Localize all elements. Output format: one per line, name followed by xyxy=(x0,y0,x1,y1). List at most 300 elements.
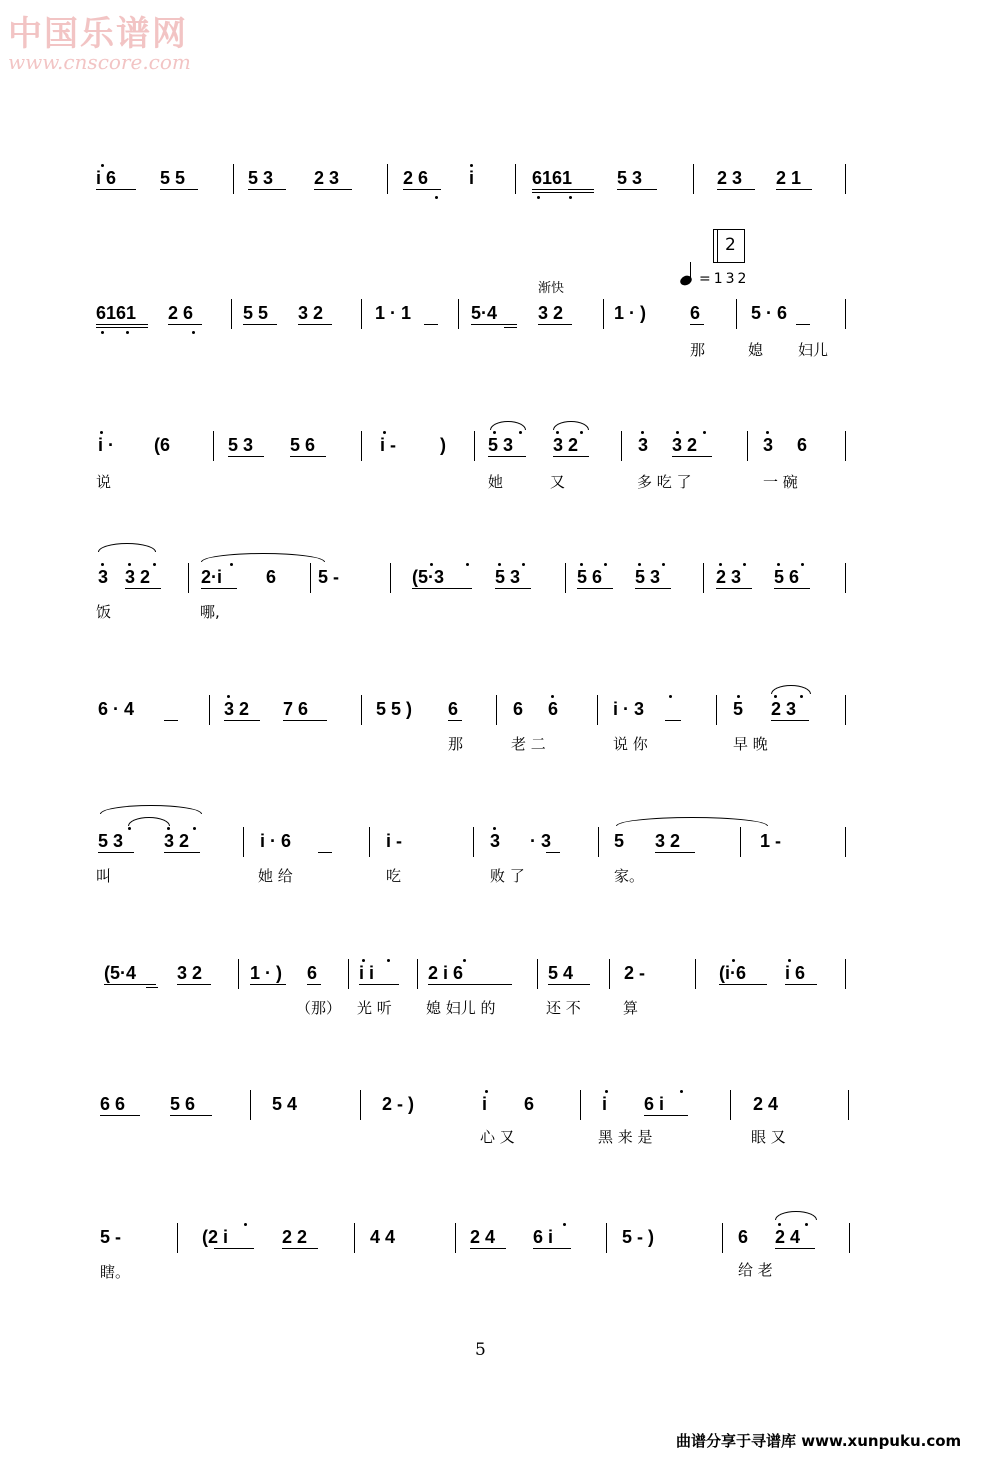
octave-dot xyxy=(167,827,170,830)
barline xyxy=(361,431,362,461)
quarter-note-icon xyxy=(679,274,694,287)
octave-dot xyxy=(551,695,554,698)
lyric: 媳 xyxy=(748,341,764,359)
lyric: 那 xyxy=(690,341,706,359)
barline xyxy=(360,1090,361,1120)
lyric: 一 碗 xyxy=(763,473,798,491)
barline xyxy=(740,827,741,857)
note-group: 3 xyxy=(490,831,501,851)
note-group: 2 2 xyxy=(282,1227,308,1247)
note-group: 6 xyxy=(513,699,524,719)
watermark-url: www.cnscore.com xyxy=(8,50,191,74)
note-group: i xyxy=(469,168,475,188)
barline xyxy=(515,164,516,194)
note-group: 6 xyxy=(524,1094,535,1114)
barline xyxy=(730,1090,731,1120)
barline xyxy=(845,827,846,857)
lyric: 说 你 xyxy=(613,735,648,753)
tempo-direction: 渐快 xyxy=(538,281,565,296)
note-group: ) xyxy=(440,435,446,455)
octave-dot xyxy=(703,431,706,434)
barline xyxy=(417,959,418,989)
note-group: 5 6 xyxy=(774,567,800,587)
footer-credit: 曲谱分享于寻谱库 www.xunpuku.com xyxy=(676,1432,962,1450)
octave-dot xyxy=(519,431,522,434)
barline xyxy=(845,299,846,329)
barline xyxy=(233,164,234,194)
underline xyxy=(548,984,590,985)
note-group: 5 4 xyxy=(548,963,574,983)
underline xyxy=(164,852,200,853)
underline xyxy=(201,588,237,589)
octave-dot xyxy=(493,827,496,830)
underline xyxy=(424,324,438,325)
barline xyxy=(361,299,362,329)
lyric: 又 xyxy=(550,473,566,491)
octave-dot xyxy=(430,563,433,566)
underline xyxy=(553,456,589,457)
note-group: 5 5 xyxy=(160,168,186,188)
lyric: 媳 妇儿 的 xyxy=(426,999,496,1017)
underline xyxy=(96,324,148,325)
note-group: 2 1 xyxy=(776,168,802,188)
lyric: 多 吃 了 xyxy=(637,473,692,491)
note-group: 3 2 xyxy=(224,699,250,719)
note-group: 5 - xyxy=(100,1227,122,1247)
underline xyxy=(283,720,327,721)
note-group: 3 xyxy=(638,435,649,455)
octave-dot xyxy=(485,1090,488,1093)
barline xyxy=(849,1223,850,1253)
octave-dot xyxy=(732,959,735,962)
underline xyxy=(776,189,812,190)
underline xyxy=(243,324,277,325)
note-group: 5·4 xyxy=(471,303,498,323)
barline xyxy=(598,827,599,857)
section-number: 2 xyxy=(725,235,736,255)
note-group: 6 6 xyxy=(100,1094,126,1114)
note-group: 5 6 xyxy=(290,435,316,455)
barline xyxy=(722,1223,723,1253)
barline xyxy=(361,695,362,725)
note-group: 5 4 xyxy=(272,1094,298,1114)
note-group: 6161 xyxy=(96,303,137,323)
underline xyxy=(546,852,560,853)
octave-dot xyxy=(470,164,473,167)
note-group: 3 2 xyxy=(298,303,324,323)
octave-dot xyxy=(192,331,195,334)
lyric: （那） xyxy=(296,999,342,1017)
octave-dot xyxy=(463,959,466,962)
octave-dot xyxy=(774,695,777,698)
lyric: 老 二 xyxy=(511,735,546,753)
octave-dot xyxy=(801,563,804,566)
note-group: 6 xyxy=(266,567,277,587)
underline xyxy=(655,852,695,853)
note-group: 6 xyxy=(797,435,808,455)
score-system-9 xyxy=(0,1227,990,1281)
barline xyxy=(188,563,189,593)
octave-dot xyxy=(230,563,233,566)
note-group: 3 2 xyxy=(164,831,190,851)
slur xyxy=(616,817,768,826)
underline xyxy=(488,456,526,457)
underline xyxy=(495,588,531,589)
underline xyxy=(290,456,326,457)
underline xyxy=(716,588,752,589)
lyric: 吃 xyxy=(386,867,402,885)
barline xyxy=(693,164,694,194)
underline xyxy=(160,189,198,190)
section-number-box xyxy=(713,229,745,263)
lyric: 她 给 xyxy=(258,867,293,885)
octave-dot xyxy=(563,1223,566,1226)
octave-dot xyxy=(580,563,583,566)
note-group: 5 5 xyxy=(243,303,269,323)
underline xyxy=(785,984,817,985)
underline xyxy=(168,324,202,325)
note-group: 6 xyxy=(548,699,559,719)
octave-dot xyxy=(743,563,746,566)
octave-dot xyxy=(556,431,559,434)
note-group: 5 3 xyxy=(248,168,274,188)
note-group: 1 · ) xyxy=(250,963,283,983)
barline xyxy=(458,299,459,329)
underline xyxy=(672,456,712,457)
page-number: 5 xyxy=(475,1340,486,1360)
note-group: 3 2 xyxy=(553,435,579,455)
quarter-note-stem xyxy=(690,262,691,282)
note-group: 2 3 xyxy=(716,567,742,587)
octave-dot xyxy=(788,959,791,962)
note-group: 5 3 xyxy=(617,168,643,188)
underline xyxy=(146,987,158,988)
octave-dot xyxy=(805,1223,808,1226)
octave-dot xyxy=(669,695,672,698)
underline xyxy=(533,1248,571,1249)
lyric: 家。 xyxy=(614,867,645,885)
octave-dot xyxy=(569,196,572,199)
note-group: 7 6 xyxy=(283,699,309,719)
barline xyxy=(609,959,610,989)
barline xyxy=(695,959,696,989)
lyric: 心 又 xyxy=(480,1128,515,1146)
score-system-5 xyxy=(0,699,990,753)
note-group: 3 2 xyxy=(655,831,681,851)
note-group: 6161 xyxy=(532,168,573,188)
underline xyxy=(164,720,178,721)
barline xyxy=(845,959,846,989)
slur xyxy=(100,805,202,814)
barline xyxy=(250,1090,251,1120)
barline xyxy=(848,1090,849,1120)
score-system-2 xyxy=(0,303,990,359)
octave-dot xyxy=(101,563,104,566)
underline xyxy=(125,588,161,589)
score-system-6 xyxy=(0,831,990,885)
note-group: 5 3 xyxy=(98,831,124,851)
lyric: 那 xyxy=(448,735,464,753)
note-group: 6 · 4 xyxy=(98,699,135,719)
note-group: 3 2 xyxy=(672,435,698,455)
underline xyxy=(577,588,613,589)
barline xyxy=(597,695,598,725)
score-system-1 xyxy=(0,168,990,208)
slur xyxy=(128,817,170,826)
barline xyxy=(177,1223,178,1253)
underline xyxy=(717,189,755,190)
note-group: (5·3 xyxy=(412,567,445,587)
underline xyxy=(690,324,704,325)
octave-dot xyxy=(466,563,469,566)
octave-dot xyxy=(537,196,540,199)
underline xyxy=(318,852,332,853)
note-group: 6 xyxy=(307,963,318,983)
score-system-7 xyxy=(0,963,990,1017)
octave-dot xyxy=(153,563,156,566)
note-group: (2 i xyxy=(202,1227,229,1247)
octave-dot xyxy=(777,563,780,566)
slur xyxy=(771,685,811,694)
octave-dot xyxy=(638,563,641,566)
underline xyxy=(403,189,441,190)
lyric: 饭 xyxy=(96,603,112,621)
underline xyxy=(470,1248,506,1249)
underline xyxy=(98,852,134,853)
note-group: i xyxy=(482,1094,488,1114)
slur xyxy=(553,421,589,430)
barline xyxy=(747,431,748,461)
barline xyxy=(354,1223,355,1253)
octave-dot xyxy=(800,695,803,698)
note-group: 5 3 xyxy=(495,567,521,587)
barline xyxy=(473,827,474,857)
lyric: 给 老 xyxy=(738,1261,773,1279)
note-group: 3 xyxy=(98,567,109,587)
barline xyxy=(845,563,846,593)
note-group: 5 xyxy=(733,699,744,719)
note-group: 5 5 ) xyxy=(376,699,413,719)
slur xyxy=(490,421,526,430)
lyric: 瞎。 xyxy=(100,1263,131,1281)
lyric: 眼 又 xyxy=(751,1128,786,1146)
barline xyxy=(716,695,717,725)
lyric: 她 xyxy=(488,473,504,491)
lyric: 算 xyxy=(623,999,639,1017)
octave-dot xyxy=(766,431,769,434)
note-group: i - xyxy=(380,435,396,455)
underline xyxy=(307,984,321,985)
note-group: 1 · ) xyxy=(614,303,647,323)
note-group: 6 xyxy=(738,1227,749,1247)
barline xyxy=(845,431,846,461)
underline xyxy=(100,1115,140,1116)
note-group: 3 2 xyxy=(125,567,151,587)
underline xyxy=(635,588,671,589)
underline xyxy=(298,324,332,325)
octave-dot xyxy=(522,563,525,566)
barline xyxy=(348,959,349,989)
lyric: 妇儿 xyxy=(798,341,829,359)
barline xyxy=(565,563,566,593)
barline xyxy=(603,299,604,329)
underline xyxy=(504,327,517,328)
underline xyxy=(775,1248,815,1249)
note-group: 5 6 xyxy=(577,567,603,587)
tempo-marking: =132 xyxy=(699,271,750,287)
watermark-site-name: 中国乐谱网 xyxy=(8,14,188,54)
note-group: 2 6 xyxy=(403,168,429,188)
barline xyxy=(845,164,846,194)
underline xyxy=(228,456,264,457)
octave-dot xyxy=(227,695,230,698)
note-group: 5 xyxy=(614,831,625,851)
underline xyxy=(170,1115,212,1116)
octave-dot xyxy=(244,1223,247,1226)
note-group: 3 2 xyxy=(177,963,203,983)
lyric: 还 不 xyxy=(546,999,581,1017)
note-group: 3 xyxy=(763,435,774,455)
lyric: 早 晚 xyxy=(733,735,768,753)
barline xyxy=(455,1223,456,1253)
note-group: (i·6 xyxy=(719,963,746,983)
underline xyxy=(774,588,810,589)
barline xyxy=(231,299,232,329)
octave-dot xyxy=(662,563,665,566)
octave-dot xyxy=(493,431,496,434)
octave-dot xyxy=(580,431,583,434)
underline xyxy=(796,324,810,325)
underline xyxy=(471,324,517,325)
underline xyxy=(314,189,352,190)
underline xyxy=(224,720,260,721)
note-group: 2·i xyxy=(201,567,223,587)
barline xyxy=(537,959,538,989)
underline xyxy=(538,324,572,325)
barline xyxy=(703,563,704,593)
note-group: 5 3 xyxy=(635,567,661,587)
octave-dot xyxy=(128,563,131,566)
underline xyxy=(177,984,211,985)
underline xyxy=(532,192,594,193)
note-group: 2 - ) xyxy=(382,1094,415,1114)
note-group: 2 4 xyxy=(470,1227,496,1247)
note-group: 2 3 xyxy=(717,168,743,188)
underline xyxy=(248,189,286,190)
note-group: 2 6 xyxy=(168,303,194,323)
note-group: · 3 xyxy=(530,831,552,851)
underline xyxy=(771,720,809,721)
score-system-3 xyxy=(0,435,990,491)
underline xyxy=(96,327,148,328)
underline xyxy=(719,984,767,985)
note-group: 5 6 xyxy=(170,1094,196,1114)
barline xyxy=(387,164,388,194)
barline xyxy=(845,695,846,725)
barline xyxy=(474,431,475,461)
note-group: i · 3 xyxy=(613,699,645,719)
octave-dot xyxy=(604,563,607,566)
note-group: i · xyxy=(98,435,114,455)
barline xyxy=(496,695,497,725)
note-group: 2 - xyxy=(624,963,646,983)
note-group: 3 2 xyxy=(538,303,564,323)
note-group: 5 - ) xyxy=(622,1227,655,1247)
octave-dot xyxy=(605,1090,608,1093)
lyric: 败 了 xyxy=(490,867,525,885)
underline xyxy=(665,720,681,721)
octave-dot xyxy=(641,431,644,434)
barline xyxy=(310,563,311,593)
octave-dot xyxy=(100,431,103,434)
note-group: i i xyxy=(359,963,375,983)
note-group: 1 · 1 xyxy=(375,303,412,323)
octave-dot xyxy=(737,695,740,698)
octave-dot xyxy=(383,431,386,434)
note-group: 5 · 6 xyxy=(751,303,788,323)
barline xyxy=(369,827,370,857)
octave-dot xyxy=(387,959,390,962)
octave-dot xyxy=(498,563,501,566)
underline xyxy=(412,588,472,589)
underline xyxy=(644,1115,688,1116)
underline xyxy=(448,720,462,721)
octave-dot xyxy=(128,827,131,830)
underline xyxy=(359,984,399,985)
note-group: 6 i xyxy=(644,1094,665,1114)
underline xyxy=(532,189,594,190)
underline xyxy=(617,189,657,190)
barline xyxy=(390,563,391,593)
octave-dot xyxy=(101,164,104,167)
note-group: i 6 xyxy=(96,168,117,188)
octave-dot xyxy=(101,331,104,334)
note-group: (6 xyxy=(154,435,171,455)
underline xyxy=(428,984,512,985)
note-group: 4 4 xyxy=(370,1227,396,1247)
underline xyxy=(250,984,286,985)
score-system-8 xyxy=(0,1094,990,1146)
note-group: 2 i 6 xyxy=(428,963,464,983)
slur xyxy=(775,1211,817,1220)
note-group: i · 6 xyxy=(260,831,292,851)
octave-dot xyxy=(676,431,679,434)
octave-dot xyxy=(126,331,129,334)
lyric: 说 xyxy=(96,473,112,491)
barline xyxy=(209,695,210,725)
underline xyxy=(282,1248,318,1249)
underline xyxy=(104,984,156,985)
note-group: 2 4 xyxy=(753,1094,779,1114)
octave-dot xyxy=(435,196,438,199)
lyric: 黑 来 是 xyxy=(598,1128,653,1146)
octave-dot xyxy=(719,563,722,566)
note-group: 6 xyxy=(690,303,701,323)
note-group: (5·4 xyxy=(104,963,137,983)
note-group: i - xyxy=(386,831,402,851)
underline xyxy=(214,1248,254,1249)
note-group: 6 xyxy=(448,699,459,719)
underline xyxy=(96,189,136,190)
note-group: 2 3 xyxy=(314,168,340,188)
score-system-4 xyxy=(0,567,990,621)
barline xyxy=(213,431,214,461)
note-group: i 6 xyxy=(785,963,806,983)
octave-dot xyxy=(193,827,196,830)
octave-dot xyxy=(680,1090,683,1093)
barline xyxy=(580,1090,581,1120)
slur xyxy=(98,543,156,552)
